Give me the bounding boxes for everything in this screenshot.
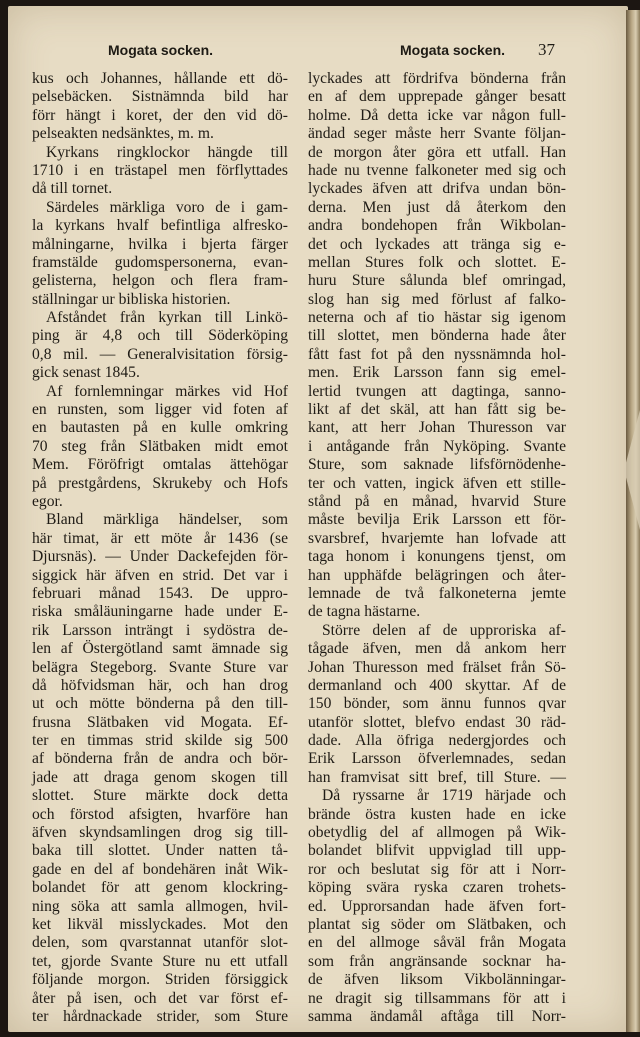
text-line: belägra Stegeborg. Svante Sture var [32, 658, 288, 676]
text-line: Erik Larsson öfverlemnades, sedan [308, 750, 566, 768]
text-line: men. Erik Larsson fann sig emel- [308, 364, 566, 382]
text-line: holme. Då detta icke var någon full- [308, 106, 566, 124]
text-line: slottet. Sture märkte dock detta [32, 787, 288, 805]
text-line: då höfvidsman här, och han drog [32, 676, 288, 694]
text-line: baka till slottet. Under natten tå- [32, 842, 288, 860]
text-line: len af Östergötland samt ämnade sig [32, 640, 288, 658]
text-line: här timat, är ett möte år 1436 (se [32, 529, 288, 547]
text-line: bolandet för att genom klockring- [32, 879, 288, 897]
text-line: februari månad 1543. De uppro- [32, 584, 288, 602]
text-line: Särdeles märkliga voro de i gam- [46, 198, 288, 216]
text-line: 150 bönder, som ännu funnos qvar [308, 695, 566, 713]
text-line: fått fast fot på den nyssnämnda hol- [308, 345, 566, 363]
text-line: rik Larsson inträngt i sydöstra de- [32, 621, 288, 639]
text-line: köping svära ryska czaren trohets- [308, 879, 566, 897]
text-line: ne dragit sig tillsammans för att i [308, 989, 566, 1007]
text-line: som från angränsande socknar ha- [308, 952, 566, 970]
text-line: Sture, som saknade lifsförnödenhe- [308, 456, 566, 474]
header-left-title: Mogata socken. [108, 42, 214, 58]
text-line: en af dem upprepade gånger besatt [308, 88, 566, 106]
text-line: pelseakten nedsänktes, m. m. [32, 125, 214, 143]
text-line: stånd på en månad, hvarvid Sture [308, 492, 566, 510]
text-line: gelisterna, helgon och flera fram- [32, 272, 288, 290]
text-line: ter en timmas strid skilde sig 500 [32, 732, 288, 750]
text-line: i antågande från Nyköping. Svante [308, 437, 566, 455]
text-line: målningarne, hvilka i bjerta färger [32, 235, 288, 253]
text-line: lemnade de två falkoneterna jemte [308, 584, 566, 602]
text-line: en bautasten på en kulle omkring [32, 419, 288, 437]
text-line: tågade äfven, men då ankom herr [308, 640, 566, 658]
text-line: 1710 i en trästapel men förflyttades [32, 161, 288, 179]
text-line: svarsbref, hvarjemte han lofvade att [308, 529, 566, 547]
text-line: plantat sig söder om Slätbaken, och [308, 915, 566, 933]
text-line: ter och vatten, ingick äfven ett stille- [308, 474, 566, 492]
text-line: Större delen af de upproriska af- [322, 621, 566, 639]
text-line: ter hårdnackade strider, som Sture [32, 1007, 288, 1025]
text-line: det och lyckades att tränga sig e- [308, 235, 566, 253]
text-line: gade en del af bondehären inåt Wik- [32, 860, 288, 878]
text-line: riska småläuningarne hade under E- [32, 603, 288, 621]
text-line: ed. Upprorsandan hade äfven fort- [308, 897, 566, 915]
text-line: måste bevilja Erik Larsson ett för- [308, 511, 566, 529]
text-line: lertid tvungen att dagtinga, sanno- [308, 382, 566, 400]
left-text-column [32, 70, 288, 1026]
text-line: en runsten, som ligger vid foten af [32, 401, 288, 419]
text-line: 0,8 mil. — Generalvisitation försig- [32, 345, 288, 363]
header-right-title: Mogata socken. [400, 42, 506, 58]
text-line: ändad seger måste herr Svante följan- [308, 125, 566, 143]
right-text-column [308, 70, 566, 1026]
text-line: ror och beslutat sig för att i Norr- [308, 860, 566, 878]
text-line: och förstod afsigten, hvarföre han [32, 805, 288, 823]
text-line: ning söka att samla allmogen, hvil- [32, 897, 288, 915]
text-line: han upphäfde belägringen och åter- [308, 566, 566, 584]
text-line: äfven skyndsamlingen drog sig till- [32, 824, 288, 842]
text-line: förr hängt i koret, der den vid dö- [32, 106, 288, 124]
text-line: lyckades att fördrifva bönderna från [308, 70, 566, 87]
text-line: samma ändamål aftåga till Norr- [308, 1007, 566, 1025]
text-line: Djursnäs). — Under Dackefejden för- [32, 548, 288, 566]
text-line: andra bondehopen från Wikbolan- [308, 217, 566, 235]
text-line: slog han sig med förlust af falko- [308, 290, 566, 308]
text-line: Bland märkliga händelser, som [46, 511, 288, 529]
text-line: lyckades äfven att drifva undan bön- [308, 180, 566, 198]
text-line: af bönderna från de andra och bör- [32, 750, 288, 768]
text-line: mellan Stures folk och slottet. E- [308, 253, 566, 271]
text-line: till slottet, men bönderna hade åter [308, 327, 566, 345]
text-line: neterna och af tio hästar sig igenom [308, 309, 566, 327]
text-line: Afståndet från kyrkan till Linkö- [46, 309, 288, 327]
text-line: derna. Men just då återkom den [308, 198, 566, 216]
text-line: taga honom i konungens tjenst, om [308, 548, 566, 566]
text-line: bolandet blifvit uppviglad till upp- [308, 842, 566, 860]
text-line: Af fornlemningar märkes vid Hof [46, 382, 288, 400]
text-line: Kyrkans ringklockor hängde till [46, 143, 288, 161]
text-line: 70 steg från Slätbaken midt emot [32, 437, 288, 455]
text-line: la kyrkans hvalf befintliga alfresko- [32, 217, 288, 235]
text-line: huru Sture sålunda blef omringad, [308, 272, 566, 290]
text-line: delen, som qvarstannat utanför slot- [32, 934, 288, 952]
text-line: en del allmoge såväl från Mogata [308, 934, 566, 952]
page-number: 37 [538, 40, 555, 59]
text-line: dade. Alla öfriga nedergjordes och [308, 732, 566, 750]
text-line: obetydlig del af allmogen på Wik- [308, 824, 566, 842]
text-line: Johan Thuresson med frälset från Sö- [308, 658, 566, 676]
text-line: då till tornet. [32, 180, 113, 198]
text-line: likt af det skäl, att han fått sig be- [308, 401, 566, 419]
text-line: frusna Slätbaken vid Mogata. Ef- [32, 713, 288, 731]
text-line: hade nu tvenne falkoneter med sig och [308, 161, 566, 179]
text-line: framstälde gudomspersonerna, evan- [32, 253, 288, 271]
text-line: följande morgon. Striden försiggick [32, 971, 288, 989]
text-line: egor. [32, 492, 63, 510]
text-line: kant, att herr Johan Thuresson var [308, 419, 566, 437]
text-line: brände östra kusten hade en icke [308, 805, 566, 823]
text-line: utanför slottet, blefvo endast 30 räd- [308, 713, 566, 731]
text-line: åter på isen, och det var först ef- [32, 989, 288, 1007]
text-line: han framvisat sitt bref, till Sture. — [308, 768, 566, 786]
text-line: de tagna hästarne. [308, 603, 421, 621]
text-line: på prestgårdens, Skrukeby och Hofs [32, 474, 288, 492]
text-line: Då ryssarne år 1719 härjade och [322, 787, 566, 805]
text-line: ställningar ur bibliska historien. [32, 290, 231, 308]
text-line: dermanland och 400 skyttar. Af de [308, 676, 566, 694]
text-line: gick senast 1845. [32, 364, 140, 382]
text-line: de äfven liksom Vikbolänningar- [308, 971, 566, 989]
text-line: ut och mötte bönderna på den till- [32, 695, 288, 713]
text-line: Mem. Föröfrigt omtalas ättehögar [32, 456, 288, 474]
text-line: ping är 4,8 och till Söderköping [32, 327, 288, 345]
text-line: tet, gjorde Svante Sture nu ett utfall [32, 952, 288, 970]
text-line: jade att draga genom skogen till [32, 768, 288, 786]
text-line: kus och Johannes, hållande ett dö- [32, 70, 288, 87]
running-header [16, 42, 606, 64]
text-line: pelsebäcken. Sistnämnda bild har [32, 88, 288, 106]
text-line: ket likväl misslyckades. Mot den [32, 915, 288, 933]
text-line: siggick här äfven en strid. Det var i [32, 566, 288, 584]
text-line: de morgon åter göra ett utfall. Han [308, 143, 566, 161]
